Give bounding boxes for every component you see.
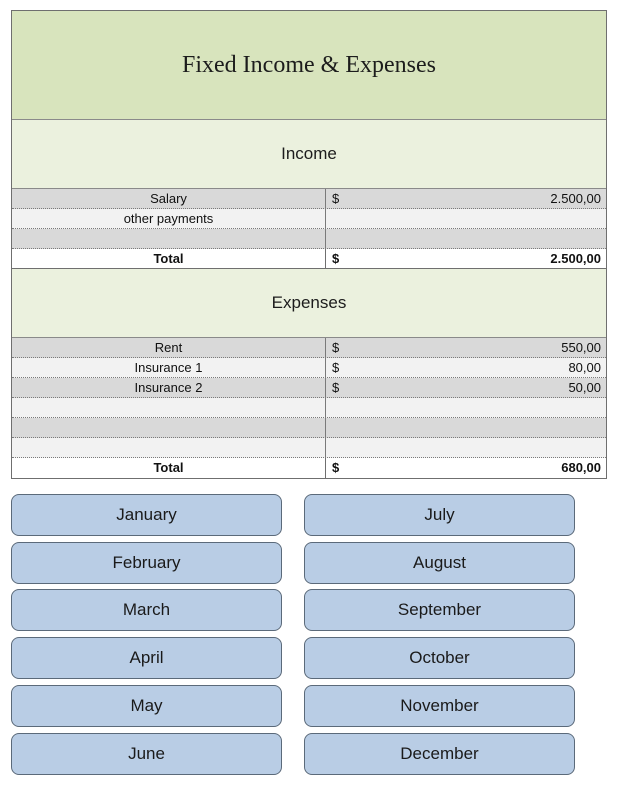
- income-total-row: [12, 249, 606, 269]
- currency-symbol: $: [332, 340, 340, 355]
- income-row-label[interactable]: Salary: [12, 189, 326, 208]
- amount-value: 50,00: [568, 380, 601, 395]
- expense-row-label[interactable]: Rent: [12, 338, 326, 357]
- total-value: 2.500,00: [550, 251, 601, 266]
- month-button-november[interactable]: November: [304, 685, 575, 727]
- month-button-april[interactable]: April: [11, 637, 282, 679]
- month-button-july[interactable]: July: [304, 494, 575, 536]
- expense-row-amount[interactable]: [326, 358, 606, 377]
- month-button-october[interactable]: October: [304, 637, 575, 679]
- expense-row[interactable]: [12, 358, 606, 378]
- expense-row[interactable]: [12, 378, 606, 398]
- expense-row-amount[interactable]: [326, 438, 606, 457]
- amount-value: 2.500,00: [550, 191, 601, 206]
- expense-row-label[interactable]: Insurance 1: [12, 358, 326, 377]
- expense-row[interactable]: [12, 438, 606, 458]
- income-row-label[interactable]: [12, 229, 326, 248]
- expenses-heading: Expenses: [12, 269, 606, 338]
- amount-value: 550,00: [561, 340, 601, 355]
- expense-row-label[interactable]: [12, 438, 326, 457]
- currency-symbol: $: [332, 360, 340, 375]
- income-row[interactable]: [12, 229, 606, 249]
- income-heading: Income: [12, 120, 606, 189]
- income-row-label[interactable]: other payments: [12, 209, 326, 228]
- expense-row-label[interactable]: Insurance 2: [12, 378, 326, 397]
- month-button-february[interactable]: February: [11, 542, 282, 584]
- currency-symbol: $: [332, 460, 340, 475]
- expense-row-amount[interactable]: [326, 398, 606, 417]
- income-total-label: Total: [12, 249, 326, 268]
- amount-value: 80,00: [568, 360, 601, 375]
- expenses-total-label: Total: [12, 458, 326, 478]
- month-button-may[interactable]: May: [11, 685, 282, 727]
- expense-row-label[interactable]: [12, 418, 326, 437]
- month-button-january[interactable]: January: [11, 494, 282, 536]
- month-button-august[interactable]: August: [304, 542, 575, 584]
- income-row[interactable]: [12, 189, 606, 209]
- expense-row[interactable]: [12, 338, 606, 358]
- expenses-total-row: [12, 458, 606, 478]
- expense-row[interactable]: [12, 398, 606, 418]
- total-value: 680,00: [561, 460, 601, 475]
- expense-row-amount[interactable]: [326, 418, 606, 437]
- currency-symbol: $: [332, 191, 340, 206]
- expense-row[interactable]: [12, 418, 606, 438]
- month-button-march[interactable]: March: [11, 589, 282, 631]
- income-total-amount: [326, 249, 606, 268]
- expense-row-amount[interactable]: [326, 378, 606, 397]
- currency-symbol: $: [332, 251, 340, 266]
- expense-row-label[interactable]: [12, 398, 326, 417]
- month-button-december[interactable]: December: [304, 733, 575, 775]
- month-button-june[interactable]: June: [11, 733, 282, 775]
- expenses-total-amount: [326, 458, 606, 478]
- income-row-amount[interactable]: [326, 189, 606, 208]
- income-row-amount[interactable]: [326, 229, 606, 248]
- currency-symbol: $: [332, 380, 340, 395]
- income-row[interactable]: [12, 209, 606, 229]
- title-band: [12, 11, 606, 120]
- page-title: Fixed Income & Expenses: [182, 51, 436, 78]
- budget-sheet: [11, 10, 607, 479]
- month-button-september[interactable]: September: [304, 589, 575, 631]
- expense-row-amount[interactable]: [326, 338, 606, 357]
- income-row-amount[interactable]: [326, 209, 606, 228]
